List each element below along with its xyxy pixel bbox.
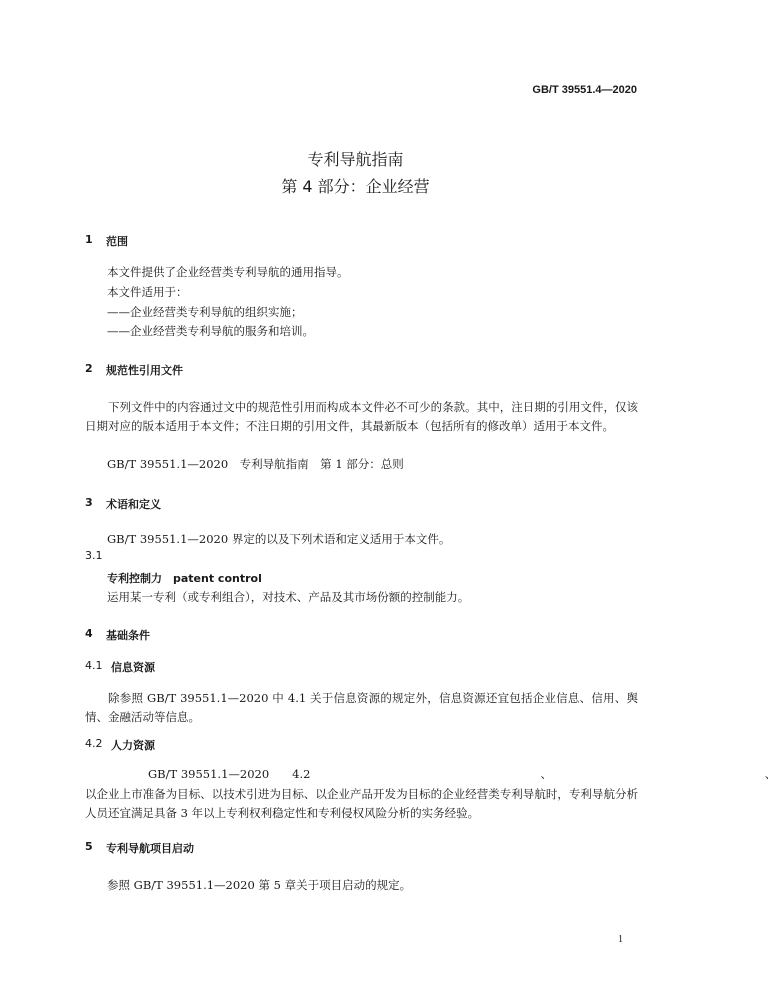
subsection-4-2-line: GB/T 39551.1—2020 4.2 、 、 <box>148 767 776 781</box>
section-2-heading: 规范性引用文件 <box>106 364 183 377</box>
section-1-heading: 范围 <box>106 235 128 248</box>
subsection-4-2-number: 4.2 <box>85 737 103 750</box>
subsection-4-1-paragraph: 除参照 GB/T 39551.1—2020 中 4.1 关于信息资源的规定外，信息资源还宜包括企业信息、信用、舆情、金融活动等信息。 <box>85 691 638 724</box>
section-2-paragraph: 下列文件中的内容通过文中的规范性引用而构成本文件必不可少的条款。其中，注日期的引用文件，仅该日期对应的版本适用于本文件；不注日期的引用文件，其最新版本（包括所有的修改单）适用于本文件。 <box>85 400 638 433</box>
section-1-line: 本文件适用于： <box>107 285 188 299</box>
page-number: 1 <box>618 934 623 945</box>
section-2-number: 2 <box>85 362 93 375</box>
term-number: 3.1 <box>85 549 103 562</box>
section-1-line: ——企业经营类专利导航的组织实施； <box>107 305 303 319</box>
section-1-line: ——企业经营类专利导航的服务和培训。 <box>107 324 314 338</box>
section-3-heading: 术语和定义 <box>106 498 161 511</box>
section-3-number: 3 <box>85 496 93 509</box>
document-subtitle: 第 4 部分：企业经营 <box>281 177 430 196</box>
subsection-4-2-paragraph: 以企业上市准备为目标、以技术引进为目标、以企业产品开发为目标的企业经营类专利导航时，专利导航分析人员还宜满足具备 3 年以上专利权利稳定性和专利侵权风险分析的实务经验。 <box>85 787 638 820</box>
subsection-4-1-heading: 信息资源 <box>111 661 155 674</box>
section-1-number: 1 <box>85 233 93 246</box>
section-5-paragraph: 参照 GB/T 39551.1—2020 第 5 章关于项目启动的规定。 <box>107 878 412 892</box>
term-name: 专利控制力 patent control <box>107 572 262 585</box>
section-1-line: 本文件提供了企业经营类专利导航的通用指导。 <box>107 265 349 279</box>
document-title: 专利导航指南 <box>307 150 404 169</box>
normative-reference: GB/T 39551.1—2020 专利导航指南 第 1 部分：总则 <box>107 457 404 471</box>
subsection-4-1-number: 4.1 <box>85 659 103 672</box>
term-definition: 运用某一专利（或专利组合），对技术、产品及其市场份额的控制能力。 <box>107 590 470 604</box>
subsection-4-2-heading: 人力资源 <box>111 739 155 752</box>
section-5-heading: 专利导航项目启动 <box>106 842 194 855</box>
section-3-paragraph: GB/T 39551.1—2020 界定的以及下列术语和定义适用于本文件。 <box>107 532 451 546</box>
section-4-number: 4 <box>85 627 93 640</box>
section-4-heading: 基础条件 <box>106 629 150 642</box>
standard-number: GB/T 39551.4—2020 <box>532 84 637 96</box>
section-5-number: 5 <box>85 840 93 853</box>
